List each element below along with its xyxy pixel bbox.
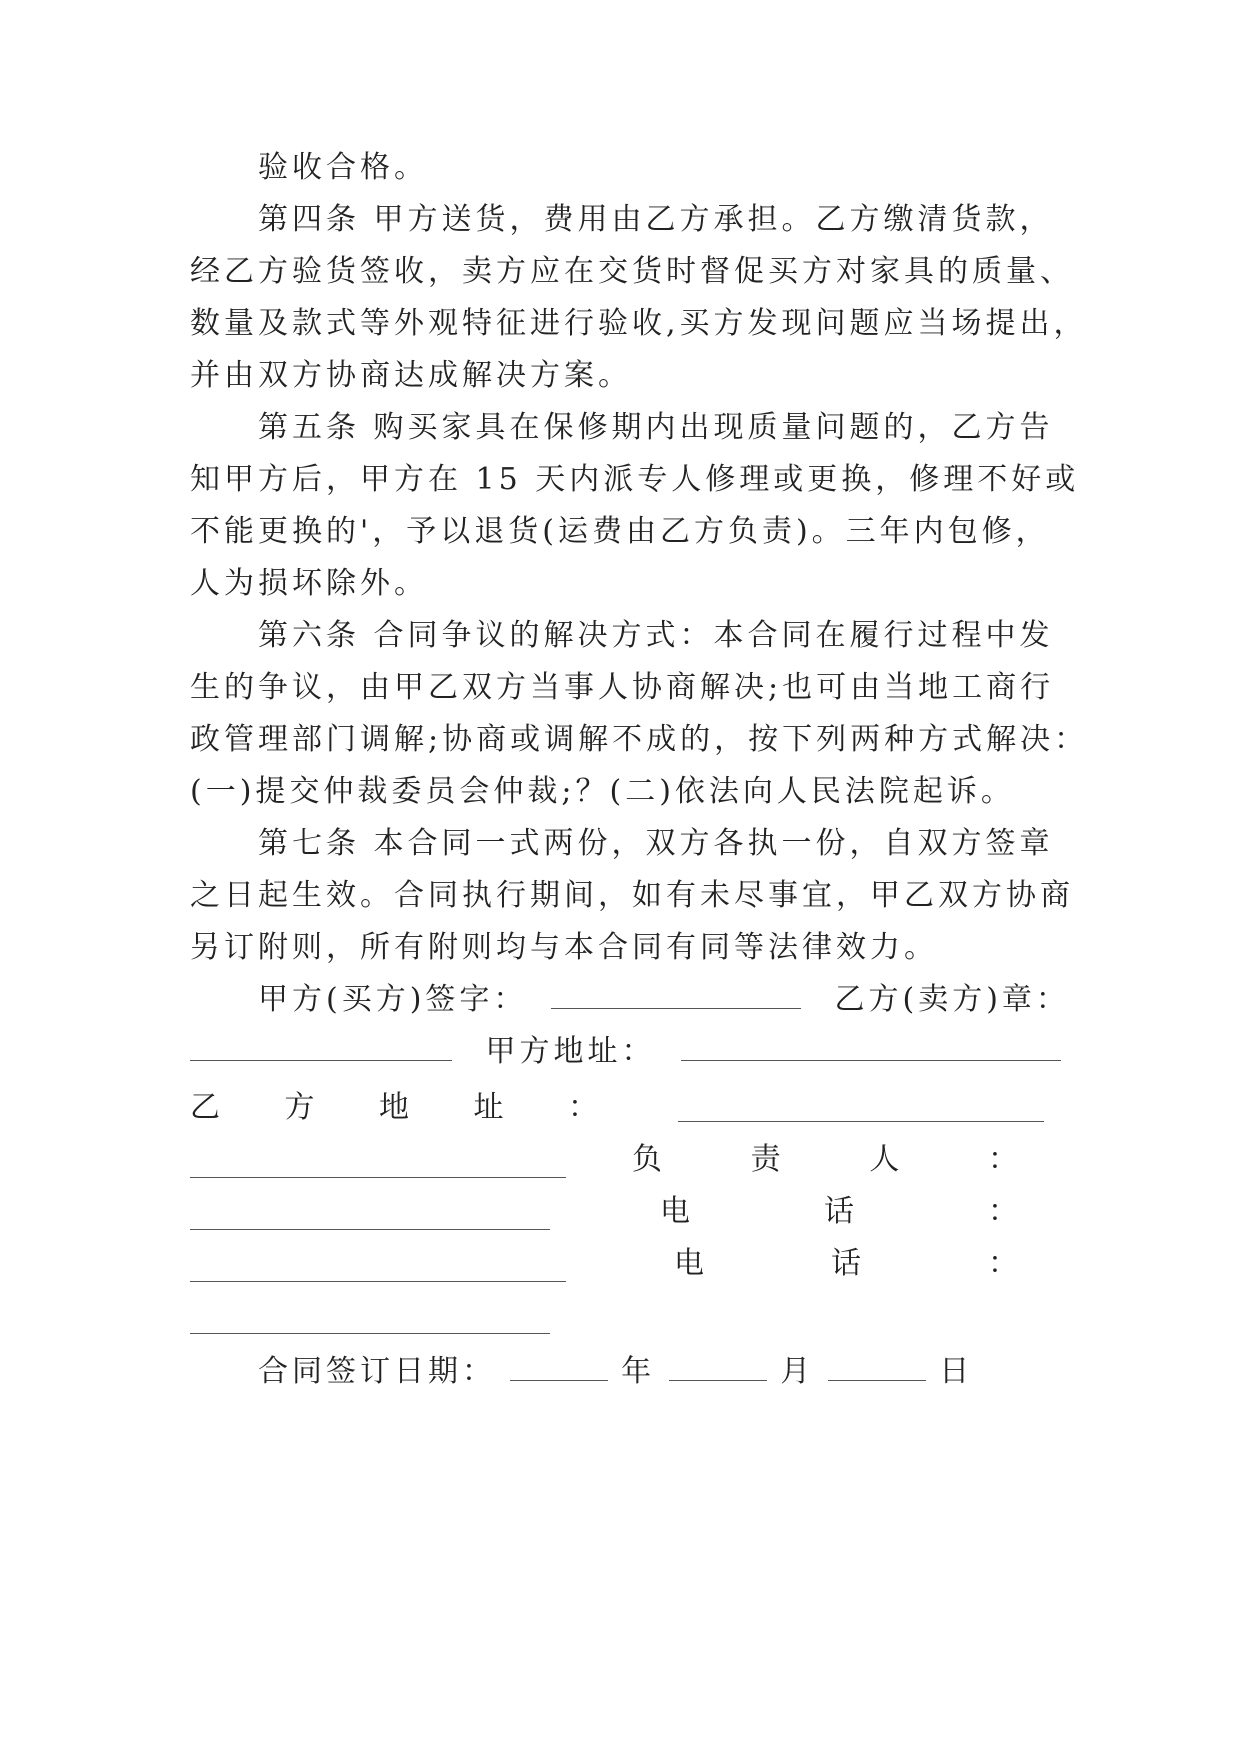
text-line-7: 知甲方后，甲方在 15 天内派专人修理或更换，修理不好或 — [190, 462, 1080, 497]
month-label: 月 — [780, 1354, 815, 1389]
party-a-sign-blank[interactable] — [551, 980, 801, 1009]
responsible-person-blank[interactable] — [190, 1228, 550, 1230]
phone-label-2: 电 话 ： — [674, 1246, 1022, 1281]
text-line-9: 人为损坏除外。 — [190, 566, 428, 601]
party-b-seal-blank[interactable] — [190, 1032, 452, 1061]
text-line-8: 不能更换的'，予以退货(运费由乙方负责)。三年内包修， — [190, 514, 1050, 549]
text-line-4: 数量及款式等外观特征进行验收,买方发现问题应当场提出， — [190, 306, 1088, 341]
party-a-sign-label: 甲方(买方)签字： — [258, 982, 528, 1017]
phone-label-1: 电 话 ： — [660, 1194, 1022, 1229]
text-line-16: 另订附则，所有附则均与本合同有同等法律效力。 — [190, 930, 938, 965]
text-line-3: 经乙方验货签收，卖方应在交货时督促买方对家具的质量、 — [190, 254, 1074, 289]
text-line-12: 政管理部门调解;协商或调解不成的，按下列两种方式解决： — [190, 722, 1089, 757]
signing-date-row — [258, 1352, 974, 1392]
text-line-6: 第五条 购买家具在保修期内出现质量问题的，乙方告 — [258, 410, 1054, 445]
text-line-15: 之日起生效。合同执行期间，如有未尽事宜，甲乙双方协商 — [190, 878, 1074, 913]
year-label: 年 — [621, 1354, 656, 1389]
text-line-14: 第七条 本合同一式两份，双方各执一份，自双方签章 — [258, 826, 1054, 861]
responsible-person-label: 负 责 人 ： — [632, 1142, 1022, 1177]
party-b-seal-label: 乙方(卖方)章： — [834, 982, 1070, 1017]
text-line-2: 第四条 甲方送货，费用由乙方承担。乙方缴清货款， — [258, 202, 1054, 237]
phone-blank-1[interactable] — [190, 1280, 566, 1282]
text-line-5: 并由双方协商达成解决方案。 — [190, 358, 632, 393]
party-b-address-blank[interactable] — [678, 1120, 1044, 1122]
sign-row-2 — [190, 1032, 1040, 1072]
party-b-address-blank-cont[interactable] — [190, 1176, 566, 1178]
text-line-11: 生的争议，由甲乙双方当事人协商解决;也可由当地工商行 — [190, 670, 1055, 705]
month-blank[interactable] — [669, 1352, 767, 1381]
party-a-address-label: 甲方地址： — [485, 1034, 656, 1069]
text-line-10: 第六条 合同争议的解决方式：本合同在履行过程中发 — [258, 618, 1054, 653]
text-line-1: 验收合格。 — [258, 150, 428, 185]
sign-row-1 — [258, 980, 1070, 1020]
day-blank[interactable] — [828, 1352, 926, 1381]
date-label: 合同签订日期： — [258, 1354, 496, 1389]
party-b-address-label: 乙 方 地 址 ： — [190, 1090, 602, 1125]
text-line-13: (一)提交仲裁委员会仲裁;？(二)依法向人民法院起诉。 — [190, 774, 1015, 809]
phone-blank-2[interactable] — [190, 1332, 550, 1334]
party-a-address-blank[interactable] — [681, 1032, 1061, 1061]
year-blank[interactable] — [510, 1352, 608, 1381]
day-label: 日 — [939, 1354, 974, 1389]
